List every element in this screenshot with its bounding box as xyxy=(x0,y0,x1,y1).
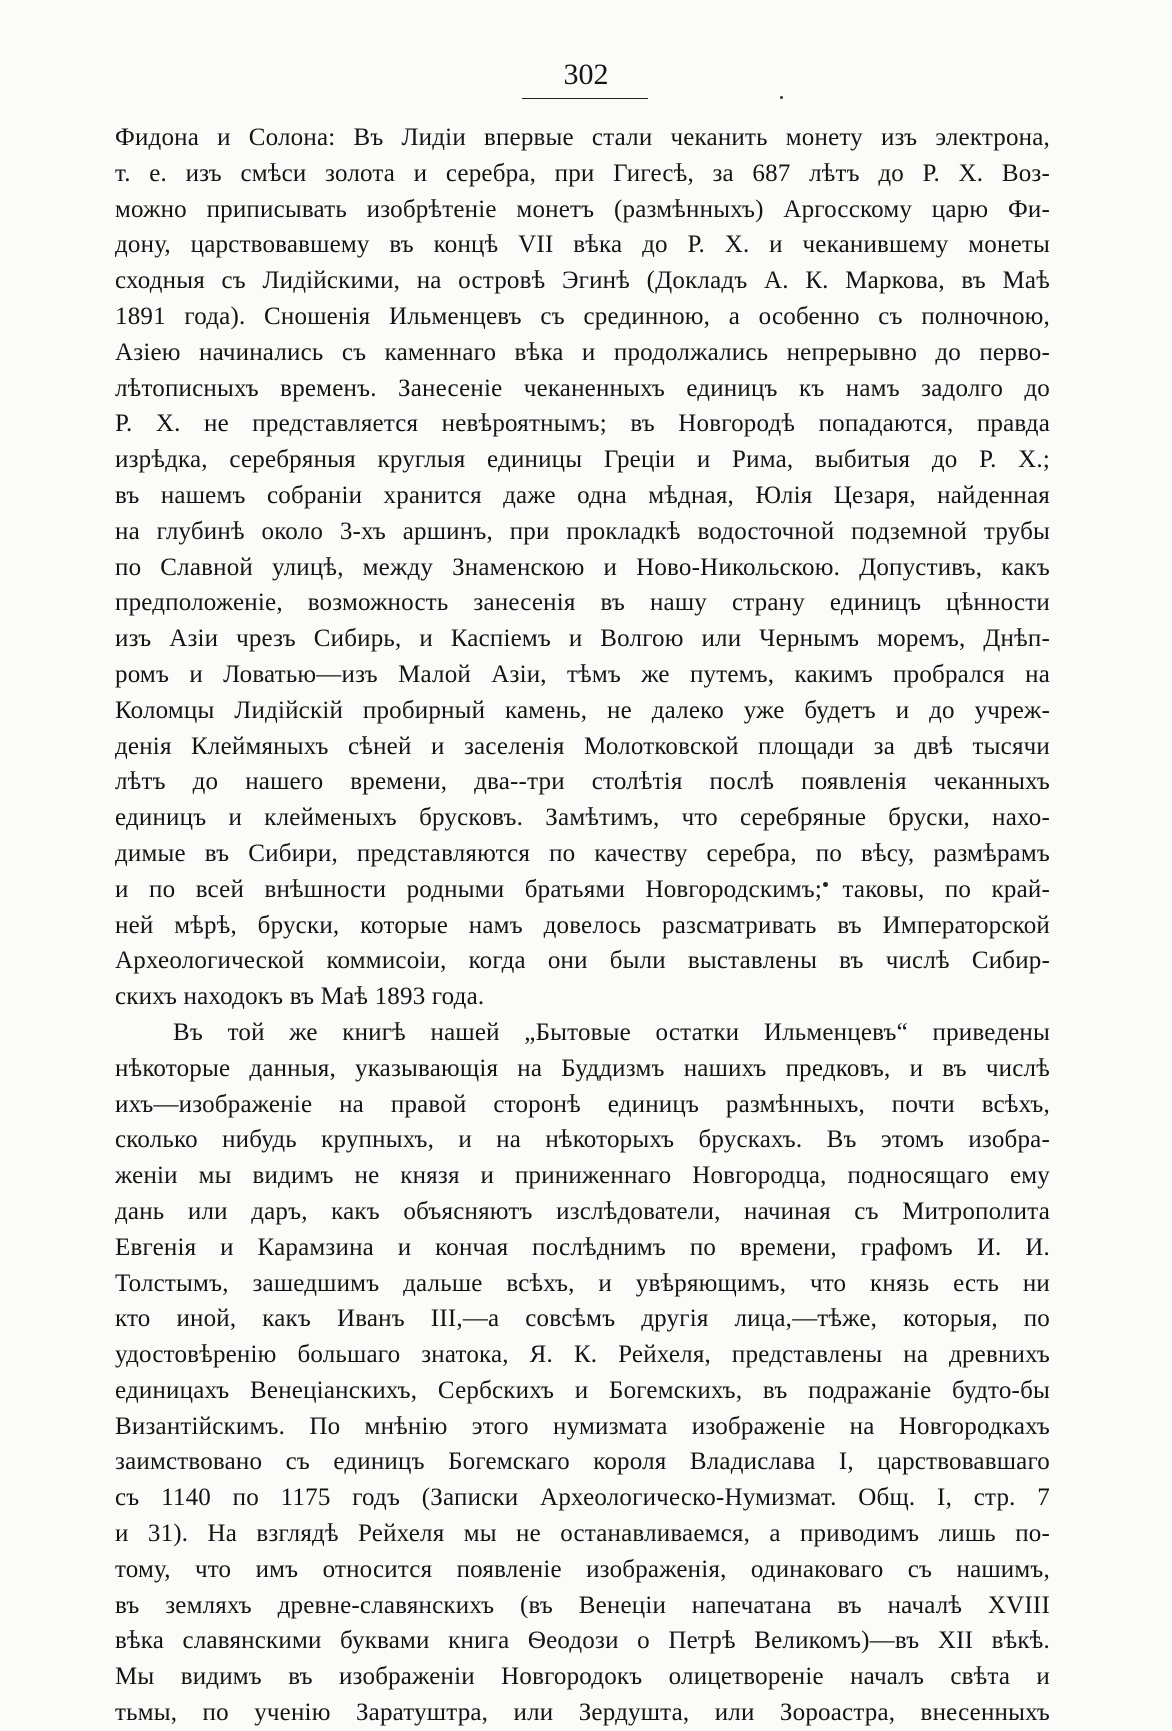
text-line: Толстымъ, зашедшимъ дальше всѣхъ, и увѣряющимъ, что князь есть ни xyxy=(115,1269,1050,1297)
page-number: 302 xyxy=(563,58,609,91)
text-line: Евгенія и Карамзина и кончая послѣднимъ по времени, графомъ И. И. xyxy=(115,1233,1050,1261)
text-line: т. е. изъ смѣси золота и серебра, при Гигесѣ, за 687 лѣтъ до Р. Х. Воз- xyxy=(115,159,1050,187)
text-line: лѣтописныхъ временъ. Занесеніе чеканенныхъ единицъ къ намъ задолго до xyxy=(115,374,1050,402)
text-line: вѣка славянскими буквами книга Ѳеодози о Петрѣ Великомъ)—въ XII вѣкѣ. xyxy=(115,1627,1050,1655)
text-line: и 31). На взглядѣ Рейхеля мы не останавливаемся, а приводимъ лишь по- xyxy=(115,1520,1050,1548)
text-line: Археологической коммисоіи, когда они были выставлены въ числѣ Сибир- xyxy=(115,947,1050,975)
text-line: сходныя съ Лидійскими, на островѣ Эгинѣ (Докладъ А. К. Маркова, въ Маѣ xyxy=(115,267,1050,295)
text-line: Фидона и Солона: Въ Лидіи впервые стали чеканить монету изъ электрона, xyxy=(115,124,1050,151)
text-line: кто иной, какъ Иванъ III,—а совсѣмъ другія лица,—тѣже, которыя, по xyxy=(115,1305,1050,1333)
text-line: единицъ и клейменыхъ брусковъ. Замѣтимъ, что серебряные бруски, нахо- xyxy=(115,804,1050,832)
text-line: ней мѣрѣ, бруски, которые намъ довелось разсматривать въ Императорской xyxy=(115,911,1050,939)
text-line: тьмы, по ученію Заратуштра, или Зердушта, или Зороастра, внесенныхъ xyxy=(115,1699,1050,1727)
text-line: димые въ Сибири, представляются по качеству серебра, по вѣсу, размѣрамъ xyxy=(115,839,1050,867)
text-line: Коломцы Лидійскій пробирный камень, не далеко уже будетъ и до учреж- xyxy=(115,696,1050,724)
page-number-rule xyxy=(522,98,648,99)
text-line: по Славной улицѣ, между Знаменскою и Ново-Никольскою. Допустивъ, какъ xyxy=(115,553,1050,581)
text-line: удостовѣренію большаго знатока, Я. К. Рейхеля, представлены на древнихъ xyxy=(115,1341,1050,1369)
text-line: скихъ находокъ въ Маѣ 1893 года. xyxy=(115,983,485,1011)
text-line: въ нашемъ собраніи хранится даже одна мѣдная, Юлія Цезаря, найденная xyxy=(115,481,1050,509)
text-line: Р. Х. не представляется невѣроятнымъ; въ Новгородѣ попадаются, правда xyxy=(115,410,1050,438)
text-line: Азіею начинались съ каменнаго вѣка и продолжались непрерывно до перво- xyxy=(115,338,1050,366)
text-line: въ земляхъ древне-славянскихъ (въ Венеціи напечатана въ началѣ XVIII xyxy=(115,1591,1050,1619)
text-line: нѣкоторые данныя, указывающія на Буддизмъ нашихъ предковъ, и въ числѣ xyxy=(115,1054,1050,1082)
text-line: Мы видимъ въ изображеніи Новгородокъ олицетвореніе началъ свѣта и xyxy=(115,1663,1050,1691)
text-line: Византійскимъ. По мнѣнію этого нумизмата изображеніе на Новгородкахъ xyxy=(115,1412,1050,1440)
text-line: единицахъ Венеціанскихъ, Сербскихъ и Богемскихъ, въ подражаніе будто-бы xyxy=(115,1376,1050,1404)
text-line: можно приписывать изобрѣтеніе монетъ (размѣнныхъ) Аргосскому царю Фи- xyxy=(115,195,1050,223)
text-line: дань или даръ, какъ объясняютъ изслѣдователи, начиная съ Митрополита xyxy=(115,1197,1050,1225)
text-line: ихъ—изображеніе на правой сторонѣ единицъ размѣнныхъ, почти всѣхъ, xyxy=(115,1090,1050,1118)
text-line: изъ Азіи чрезъ Сибирь, и Каспіемъ и Волгою или Чернымъ моремъ, Днѣп- xyxy=(115,625,1050,653)
ink-speck xyxy=(780,96,783,99)
body-text xyxy=(115,120,1050,1731)
text-line: женіи мы видимъ не князя и приниженнаго Новгородца, подносящаго ему xyxy=(115,1162,1050,1190)
text-line: 1891 года). Сношенія Ильменцевъ съ срединною, а особенно съ полночною, xyxy=(115,302,1050,330)
text-line: сколько нибудь крупныхъ, и на нѣкоторыхъ брускахъ. Въ этомъ изобра- xyxy=(115,1126,1050,1154)
text-line: дону, царствовавшему въ концѣ VII вѣка до Р. Х. и чеканившему монеты xyxy=(115,231,1050,259)
text-line: тому, что имъ относится появленіе изображенія, одинаковаго съ нашимъ, xyxy=(115,1555,1050,1583)
text-line: денія Клеймяныхъ сѣней и заселенія Молотковской площади за двѣ тысячи xyxy=(115,732,1050,760)
text-line: ромъ и Ловатью—изъ Малой Азіи, тѣмъ же путемъ, какимъ пробрался на xyxy=(115,660,1050,688)
text-line: предположеніе, возможность занесенія въ нашу страну единицъ цѣнности xyxy=(115,589,1050,617)
text-line: лѣтъ до нашего времени, два--три столѣтія послѣ появленія чеканныхъ xyxy=(115,768,1050,796)
text-line: Въ той же книгѣ нашей „Бытовые остатки Ильменцевъ“ приведены xyxy=(173,1018,1050,1046)
text-line: на глубинѣ около 3-хъ аршинъ, при прокладкѣ водосточной подземной трубы xyxy=(115,517,1050,545)
text-line: и по всей внѣшности родными братьями Новгородскимъ; таковы, по край- xyxy=(115,875,1050,903)
text-line: изрѣдка, серебряныя круглыя единицы Греціи и Рима, выбитыя до Р. Х.; xyxy=(115,446,1050,474)
text-line: заимствовано съ единицъ Богемскаго короля Владислава I, царствовавшаго xyxy=(115,1448,1050,1476)
text-line: съ 1140 по 1175 годъ (Записки Археологическо-Нумизмат. Общ. I, стр. 7 xyxy=(115,1484,1050,1512)
